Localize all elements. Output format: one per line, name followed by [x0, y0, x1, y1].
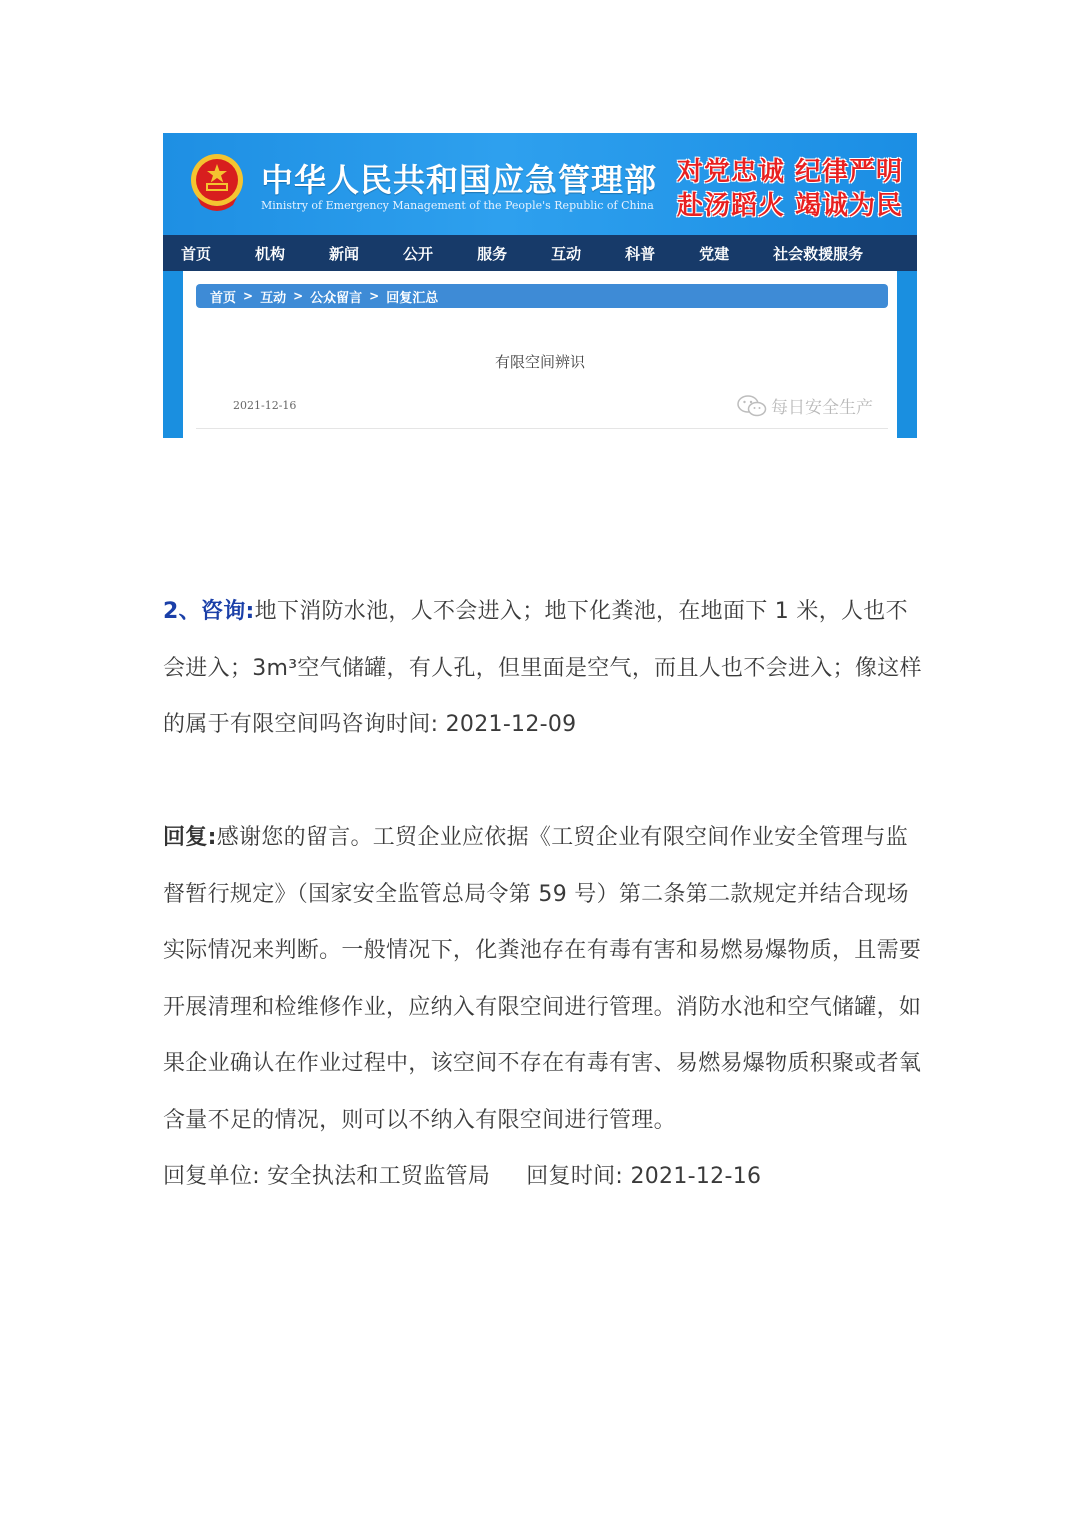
slogan-line-2: 赴汤蹈火 竭诚为民 [677, 191, 904, 221]
watermark-text: 每日安全生产 [771, 398, 873, 418]
breadcrumb-separator: > [243, 289, 254, 303]
article-title: 有限空间辨识 [494, 353, 585, 371]
nav-item-services[interactable]: 服务 [477, 244, 508, 263]
question-time: 2021-12-09 [445, 712, 577, 737]
nav-item-home[interactable]: 首页 [181, 244, 212, 263]
breadcrumb [196, 284, 888, 308]
watermark [737, 393, 873, 418]
reply-text: 感谢您的留言。工贸企业应依据《工贸企业有限空间作业安全管理与监督暂行规定》（国家安全监管总局令第 59 号）第二条第二款规定并结合现场实际情况来判断。一般情况下，化粪池存在有毒有害和易燃易爆物质，且需要开展清理和检维修作业，应纳入有限空间进行管理。消防水池和空气储罐，如果企业确认在作业过程中，该空间不存在有毒有害、易燃易爆物质积聚或者氧含量不足的情况，则可以不纳入有限空间进行管理。 [163, 825, 922, 1133]
nav-item-science[interactable]: 科普 [625, 244, 656, 263]
nav-item-rescue[interactable]: 社会救援服务 [773, 244, 864, 263]
reply-label: 回复: [163, 825, 217, 850]
reply-time-label: 回复时间: [526, 1164, 631, 1189]
reply-unit-label: 回复单位: [163, 1164, 268, 1189]
reply-time: 2021-12-16 [630, 1164, 762, 1189]
site-title: 中华人民共和国应急管理部 [261, 161, 658, 199]
site-banner [163, 133, 917, 235]
question-paragraph [163, 584, 923, 754]
nav-item-party[interactable]: 党建 [699, 244, 730, 263]
breadcrumb-interaction[interactable]: 互动 [260, 290, 287, 306]
question-time-label: 咨询时间: [341, 712, 446, 737]
question-label: 2、咨询: [163, 599, 255, 624]
nav-item-public[interactable]: 公开 [403, 244, 434, 263]
website-screenshot [163, 133, 917, 438]
site-subtitle: Ministry of Emergency Management of the People's Republic of China [261, 199, 654, 212]
nav-item-news[interactable]: 新闻 [329, 244, 360, 263]
national-emblem-icon [189, 153, 245, 215]
reply-unit: 安全执法和工贸监管局 [267, 1164, 491, 1189]
wechat-icon [737, 395, 767, 417]
nav-item-organization[interactable]: 机构 [255, 244, 286, 263]
article-date: 2021-12-16 [233, 399, 297, 412]
breadcrumb-public-messages[interactable]: 公众留言 [310, 290, 363, 306]
breadcrumb-separator: > [369, 289, 380, 303]
breadcrumb-reply-summary[interactable]: 回复汇总 [386, 290, 439, 306]
main-nav [163, 235, 917, 271]
breadcrumb-home[interactable]: 首页 [210, 290, 237, 306]
content-panel [183, 271, 897, 438]
question-text: 地下消防水池，人不会进入；地下化粪池，在地面下 1 米，人也不会进入；3m³空气储罐，有人孔，但里面是空气，而且人也不会进入；像这样的属于有限空间吗 [163, 599, 922, 737]
divider [196, 428, 888, 429]
reply-paragraph [163, 810, 923, 1206]
slogan-line-1: 对党忠诚 纪律严明 [677, 157, 904, 187]
breadcrumb-separator: > [293, 289, 304, 303]
nav-item-interaction[interactable]: 互动 [551, 244, 582, 263]
